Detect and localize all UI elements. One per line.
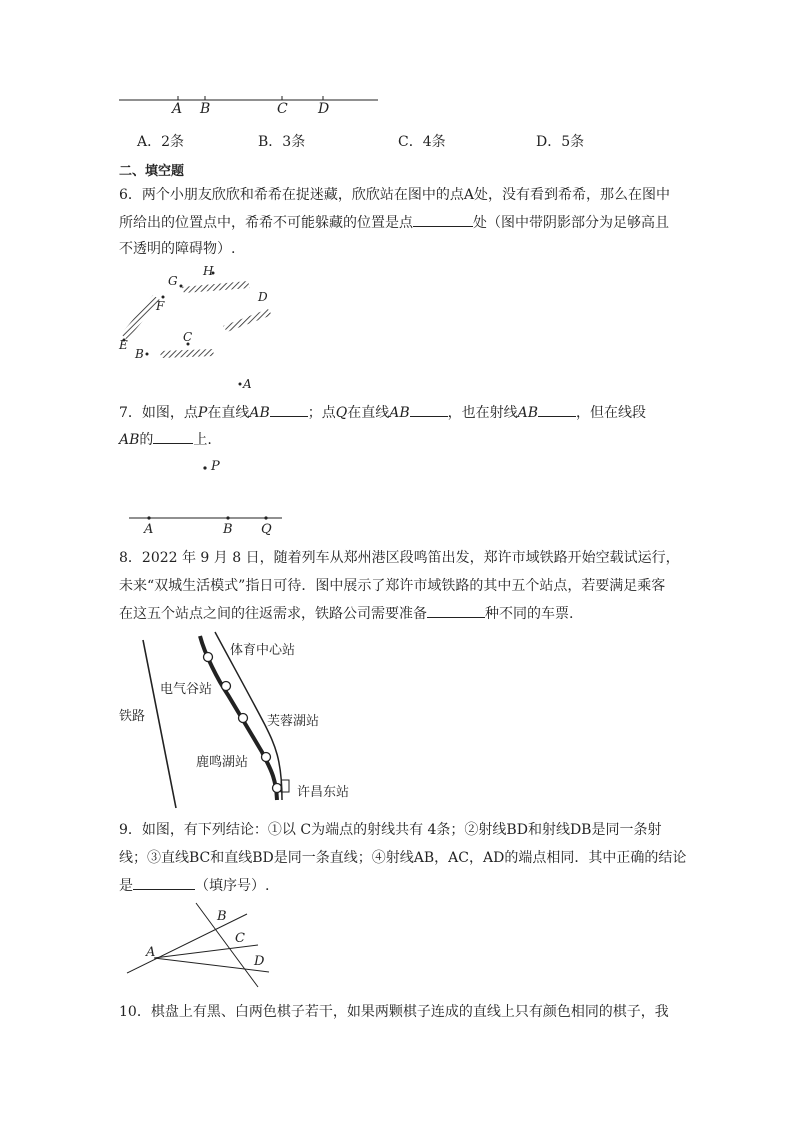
q7-text: 在直线 xyxy=(207,405,250,421)
q6-point-h: H xyxy=(203,264,214,278)
q7-text: 的 xyxy=(139,432,154,448)
q6-line2a: 所给出的位置点中，希希不可能躲藏的位置是点 xyxy=(119,215,413,231)
q7-var-ab: AB xyxy=(389,405,410,421)
q6-point-b: B xyxy=(135,347,144,361)
q8-text: 种不同的车票. xyxy=(485,606,574,622)
q5-choice-d: D．5条 xyxy=(536,134,585,150)
station-luminghu: 鹿鸣湖站 xyxy=(196,755,249,770)
q5-label-a: A xyxy=(172,101,183,117)
q6-line1: 6．两个小朋友欣欣和希希在捉迷藏，欣欣站在图中的点A处，没有看到希希，那么在图中 xyxy=(119,187,671,203)
section-title: 二、填空题 xyxy=(119,164,185,179)
rail-label: 铁路 xyxy=(119,709,146,724)
q8-line1: 8．2022 年 9 月 8 日，随着列车从郑州港区段鸣笛出发，郑许市域铁路开始空载试运行， xyxy=(119,550,680,566)
q7-var-p: P xyxy=(197,405,208,421)
q5-label-c: C xyxy=(277,101,288,117)
station-furonghu: 芙蓉湖站 xyxy=(267,714,320,729)
q7-text: ；点 xyxy=(307,405,336,421)
q9-label-d: D xyxy=(254,954,265,969)
q9-label-c: C xyxy=(235,931,245,946)
q6-line3: 不透明的障碍物）. xyxy=(119,241,236,257)
q6-point-f: F xyxy=(156,299,165,313)
q8-line2: 未来“双城生活模式”指日可待．图中展示了郑许市域铁路的其中五个站点，若要满足乘客 xyxy=(119,578,666,594)
q7-label-a: A xyxy=(144,522,154,537)
q7-text: ，也在射线 xyxy=(447,405,518,421)
q7-var-ab: AB xyxy=(119,432,140,448)
q5-label-b: B xyxy=(200,101,211,117)
station-tiyu: 体育中心站 xyxy=(230,643,296,658)
q7-text: ，但在线段 xyxy=(576,405,647,421)
q7-text: 上. xyxy=(193,432,212,448)
q7-text: 在直线 xyxy=(347,405,390,421)
q9-label-b: B xyxy=(217,909,227,924)
q7-var-ab: AB xyxy=(517,405,539,421)
q6-line2b: 处（图中带阴影部分为足够高且 xyxy=(473,215,669,231)
q9-text: 是 xyxy=(119,878,133,894)
q7-text: 7．如图，点 xyxy=(119,405,198,421)
q7-label-p: P xyxy=(211,459,220,474)
q7-var-q: Q xyxy=(335,405,348,421)
q6-point-c: C xyxy=(183,330,193,344)
q6-point-g: G xyxy=(168,274,178,288)
q7-label-q: Q xyxy=(261,522,272,537)
q7-label-b: B xyxy=(223,522,233,537)
q9-line2: 线；③直线BC和直线BD是同一条直线；④射线AB，AC，AD的端点相同．其中正确的结论 xyxy=(119,850,687,866)
q8-text: 在这五个站点之间的往返需求，铁路公司需要准备 xyxy=(119,606,427,622)
q5-choice-c: C．4条 xyxy=(398,134,446,150)
q9-line1: 9．如图，有下列结论：①以 C为端点的射线共有 4条；②射线BD和射线DB是同一条射 xyxy=(119,822,662,838)
q9-text: （填序号）. xyxy=(195,878,270,894)
q6-point-a: A xyxy=(243,377,252,391)
q5-choice-a: A．2条 xyxy=(137,134,185,150)
q6-point-e: E xyxy=(119,338,128,352)
station-dianqigu: 电气谷站 xyxy=(160,682,213,697)
q7-var-ab: AB xyxy=(249,405,270,421)
q10-line1: 10．棋盘上有黑、白两色棋子若干，如果两颗棋子连成的直线上只有颜色相同的棋子，我 xyxy=(119,1004,669,1020)
q5-choice-b: B．3条 xyxy=(258,134,306,150)
station-xuchangdong: 许昌东站 xyxy=(297,785,350,800)
q5-label-d: D xyxy=(318,101,330,117)
q9-label-a: A xyxy=(146,945,156,960)
q6-point-d: D xyxy=(258,290,268,304)
